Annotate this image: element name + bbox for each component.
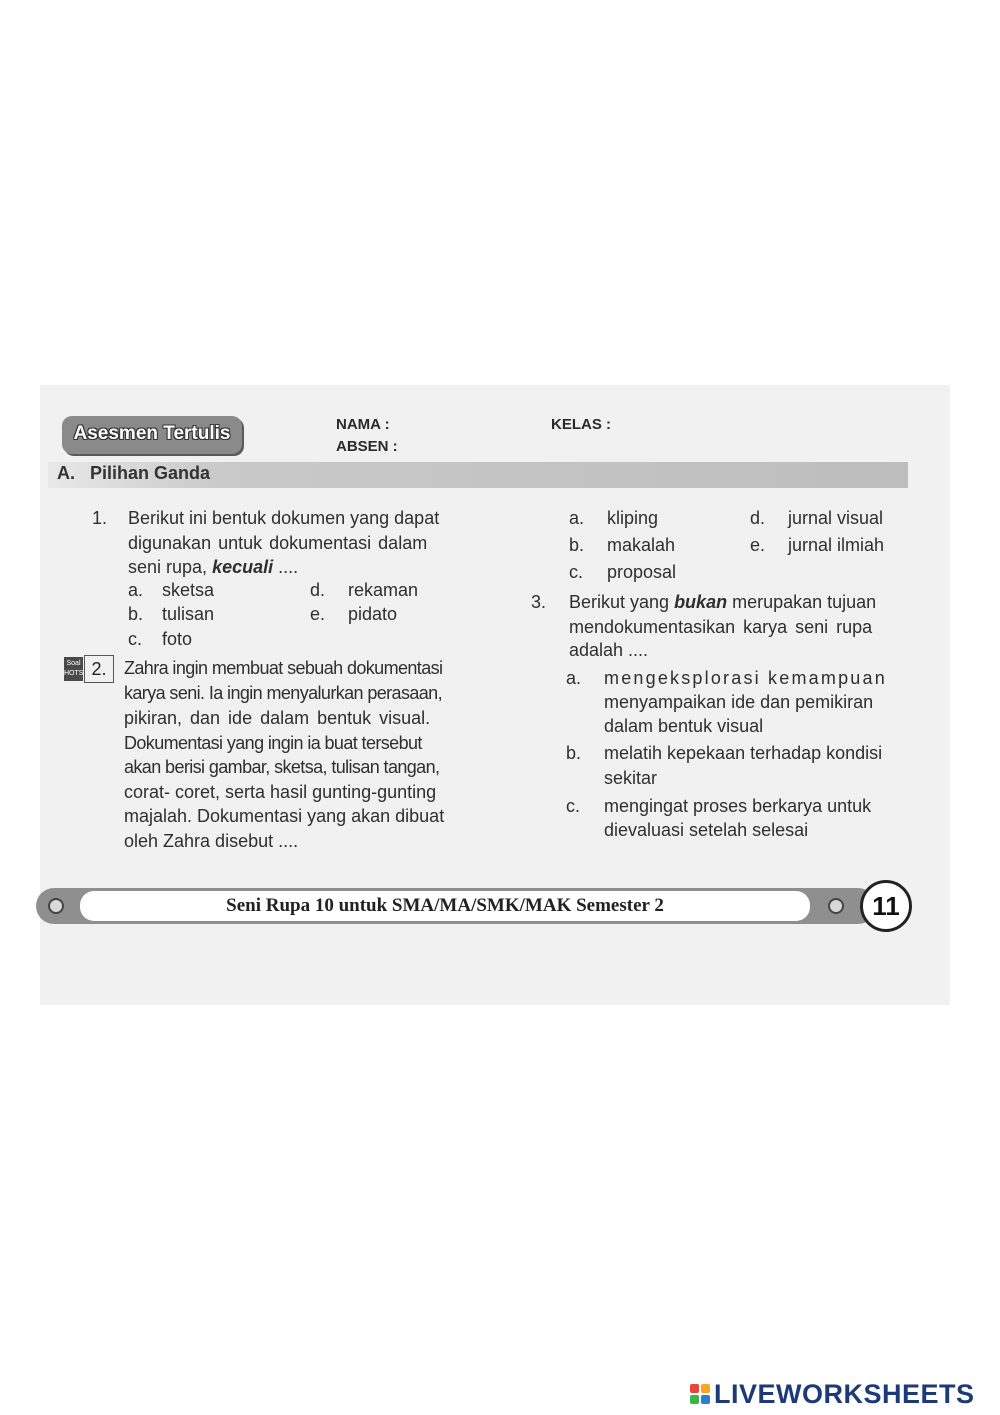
class-label: KELAS : [551, 416, 611, 433]
q1-option-a[interactable] [128, 578, 215, 602]
option-key: d. [750, 508, 766, 528]
q1-line-3-pre: seni rupa, [128, 557, 213, 577]
hots-badge: Soal HOTS [64, 657, 83, 681]
q1-line-3-post: .... [273, 557, 299, 577]
name-label: NAMA : [336, 416, 390, 433]
q2-number: 2. [84, 655, 114, 683]
option-key: a. [569, 508, 585, 528]
option-key: b. [128, 604, 144, 624]
q3-emphasis: bukan [674, 592, 728, 612]
logo-square [690, 1395, 699, 1404]
option-text: makalah [607, 535, 676, 555]
option-text: mengeksplorasi kemampuan [604, 668, 887, 688]
q1-option-d[interactable] [310, 578, 419, 602]
option-key: d. [310, 580, 326, 600]
option-text: jurnal ilmiah [788, 535, 885, 555]
q2-line-6: corat- coret, serta hasil gunting-gunting [124, 782, 437, 802]
q1-option-c[interactable] [128, 627, 193, 651]
page-number: 11 [860, 880, 912, 932]
option-text: dalam bentuk visual [604, 716, 764, 736]
option-key: c. [569, 562, 584, 582]
assessment-badge-label: Asesmen Tertulis [73, 423, 231, 444]
option-key: a. [128, 580, 144, 600]
q2-option-c[interactable] [569, 560, 677, 584]
option-key: e. [310, 604, 326, 624]
liveworksheets-wordmark: LIVEWORKSHEETS [714, 1378, 975, 1409]
footer-title: Seni Rupa 10 untuk SMA/MA/SMK/MAK Semester 2 [226, 895, 664, 916]
q2-line-1: Zahra ingin membuat sebuah dokumentasi [124, 658, 443, 678]
option-text: tulisan [162, 604, 215, 624]
option-key: c. [566, 796, 581, 816]
q2-option-d[interactable] [750, 506, 884, 530]
q2-line-3: pikiran, dan ide dalam bentuk visual. [124, 708, 431, 728]
q2-line-8: oleh Zahra disebut .... [124, 831, 299, 851]
q2-option-a[interactable] [569, 506, 659, 530]
q3-number: 3. [531, 592, 547, 612]
option-text: pidato [348, 604, 398, 624]
q1-line-1: Berikut ini bentuk dokumen yang dapat [128, 508, 440, 528]
logo-square [690, 1384, 699, 1393]
q1-emphasis: kecuali [212, 557, 274, 577]
footer-left-dot [48, 898, 64, 914]
option-text: jurnal visual [788, 508, 884, 528]
option-key: b. [569, 535, 585, 555]
q3-option-b[interactable] [566, 741, 883, 788]
q1-option-b[interactable] [128, 602, 215, 626]
option-text: mengingat proses berkarya untuk [604, 796, 872, 816]
option-text: kliping [607, 508, 659, 528]
option-text: proposal [607, 562, 677, 582]
q3-option-c[interactable] [566, 794, 872, 840]
q2-option-e[interactable] [750, 533, 885, 557]
q1-line-2: digunakan untuk dokumentasi dalam [128, 533, 428, 553]
q1-line-3 [128, 555, 298, 579]
option-text: rekaman [348, 580, 419, 600]
option-key: e. [750, 535, 766, 555]
option-text: dievaluasi setelah selesai [604, 820, 809, 840]
q3-line-3: adalah .... [569, 640, 649, 660]
q2-option-b[interactable] [569, 533, 676, 557]
liveworksheets-mark-icon [690, 1384, 710, 1404]
q1-number: 1. [92, 508, 108, 528]
option-key: c. [128, 629, 143, 649]
footer-right-dot [828, 898, 844, 914]
q1-option-e[interactable] [310, 602, 398, 626]
liveworksheets-logo [690, 1376, 975, 1412]
option-key: b. [566, 743, 582, 763]
q3-option-a[interactable] [566, 666, 887, 736]
option-text: foto [162, 629, 193, 649]
q3-line-1-pre: Berikut yang [569, 592, 675, 612]
q3-line-1-post: merupakan tujuan [727, 592, 877, 612]
q2-line-2: karya seni. Ia ingin menyalurkan perasaan, [124, 683, 442, 703]
q2-line-7: majalah. Dokumentasi yang akan dibuat [124, 806, 445, 826]
option-text: menyampaikan ide dan pemikiran [604, 692, 874, 712]
q3-line-1 [569, 590, 876, 614]
assessment-badge [62, 416, 242, 454]
q3-line-2: mendokumentasikan karya seni rupa [569, 617, 873, 637]
absen-label: ABSEN : [336, 438, 398, 455]
option-text: sekitar [604, 768, 658, 788]
q2-line-5: akan berisi gambar, sketsa, tulisan tangan, [124, 757, 440, 777]
logo-square [701, 1395, 710, 1404]
section-title: A. Pilihan Ganda [57, 463, 211, 483]
option-text: melatih kepekaan terhadap kondisi [604, 743, 883, 763]
logo-square [701, 1384, 710, 1393]
option-text: sketsa [162, 580, 215, 600]
q2-line-4: Dokumentasi yang ingin ia buat tersebut [124, 733, 422, 753]
option-key: a. [566, 668, 582, 688]
